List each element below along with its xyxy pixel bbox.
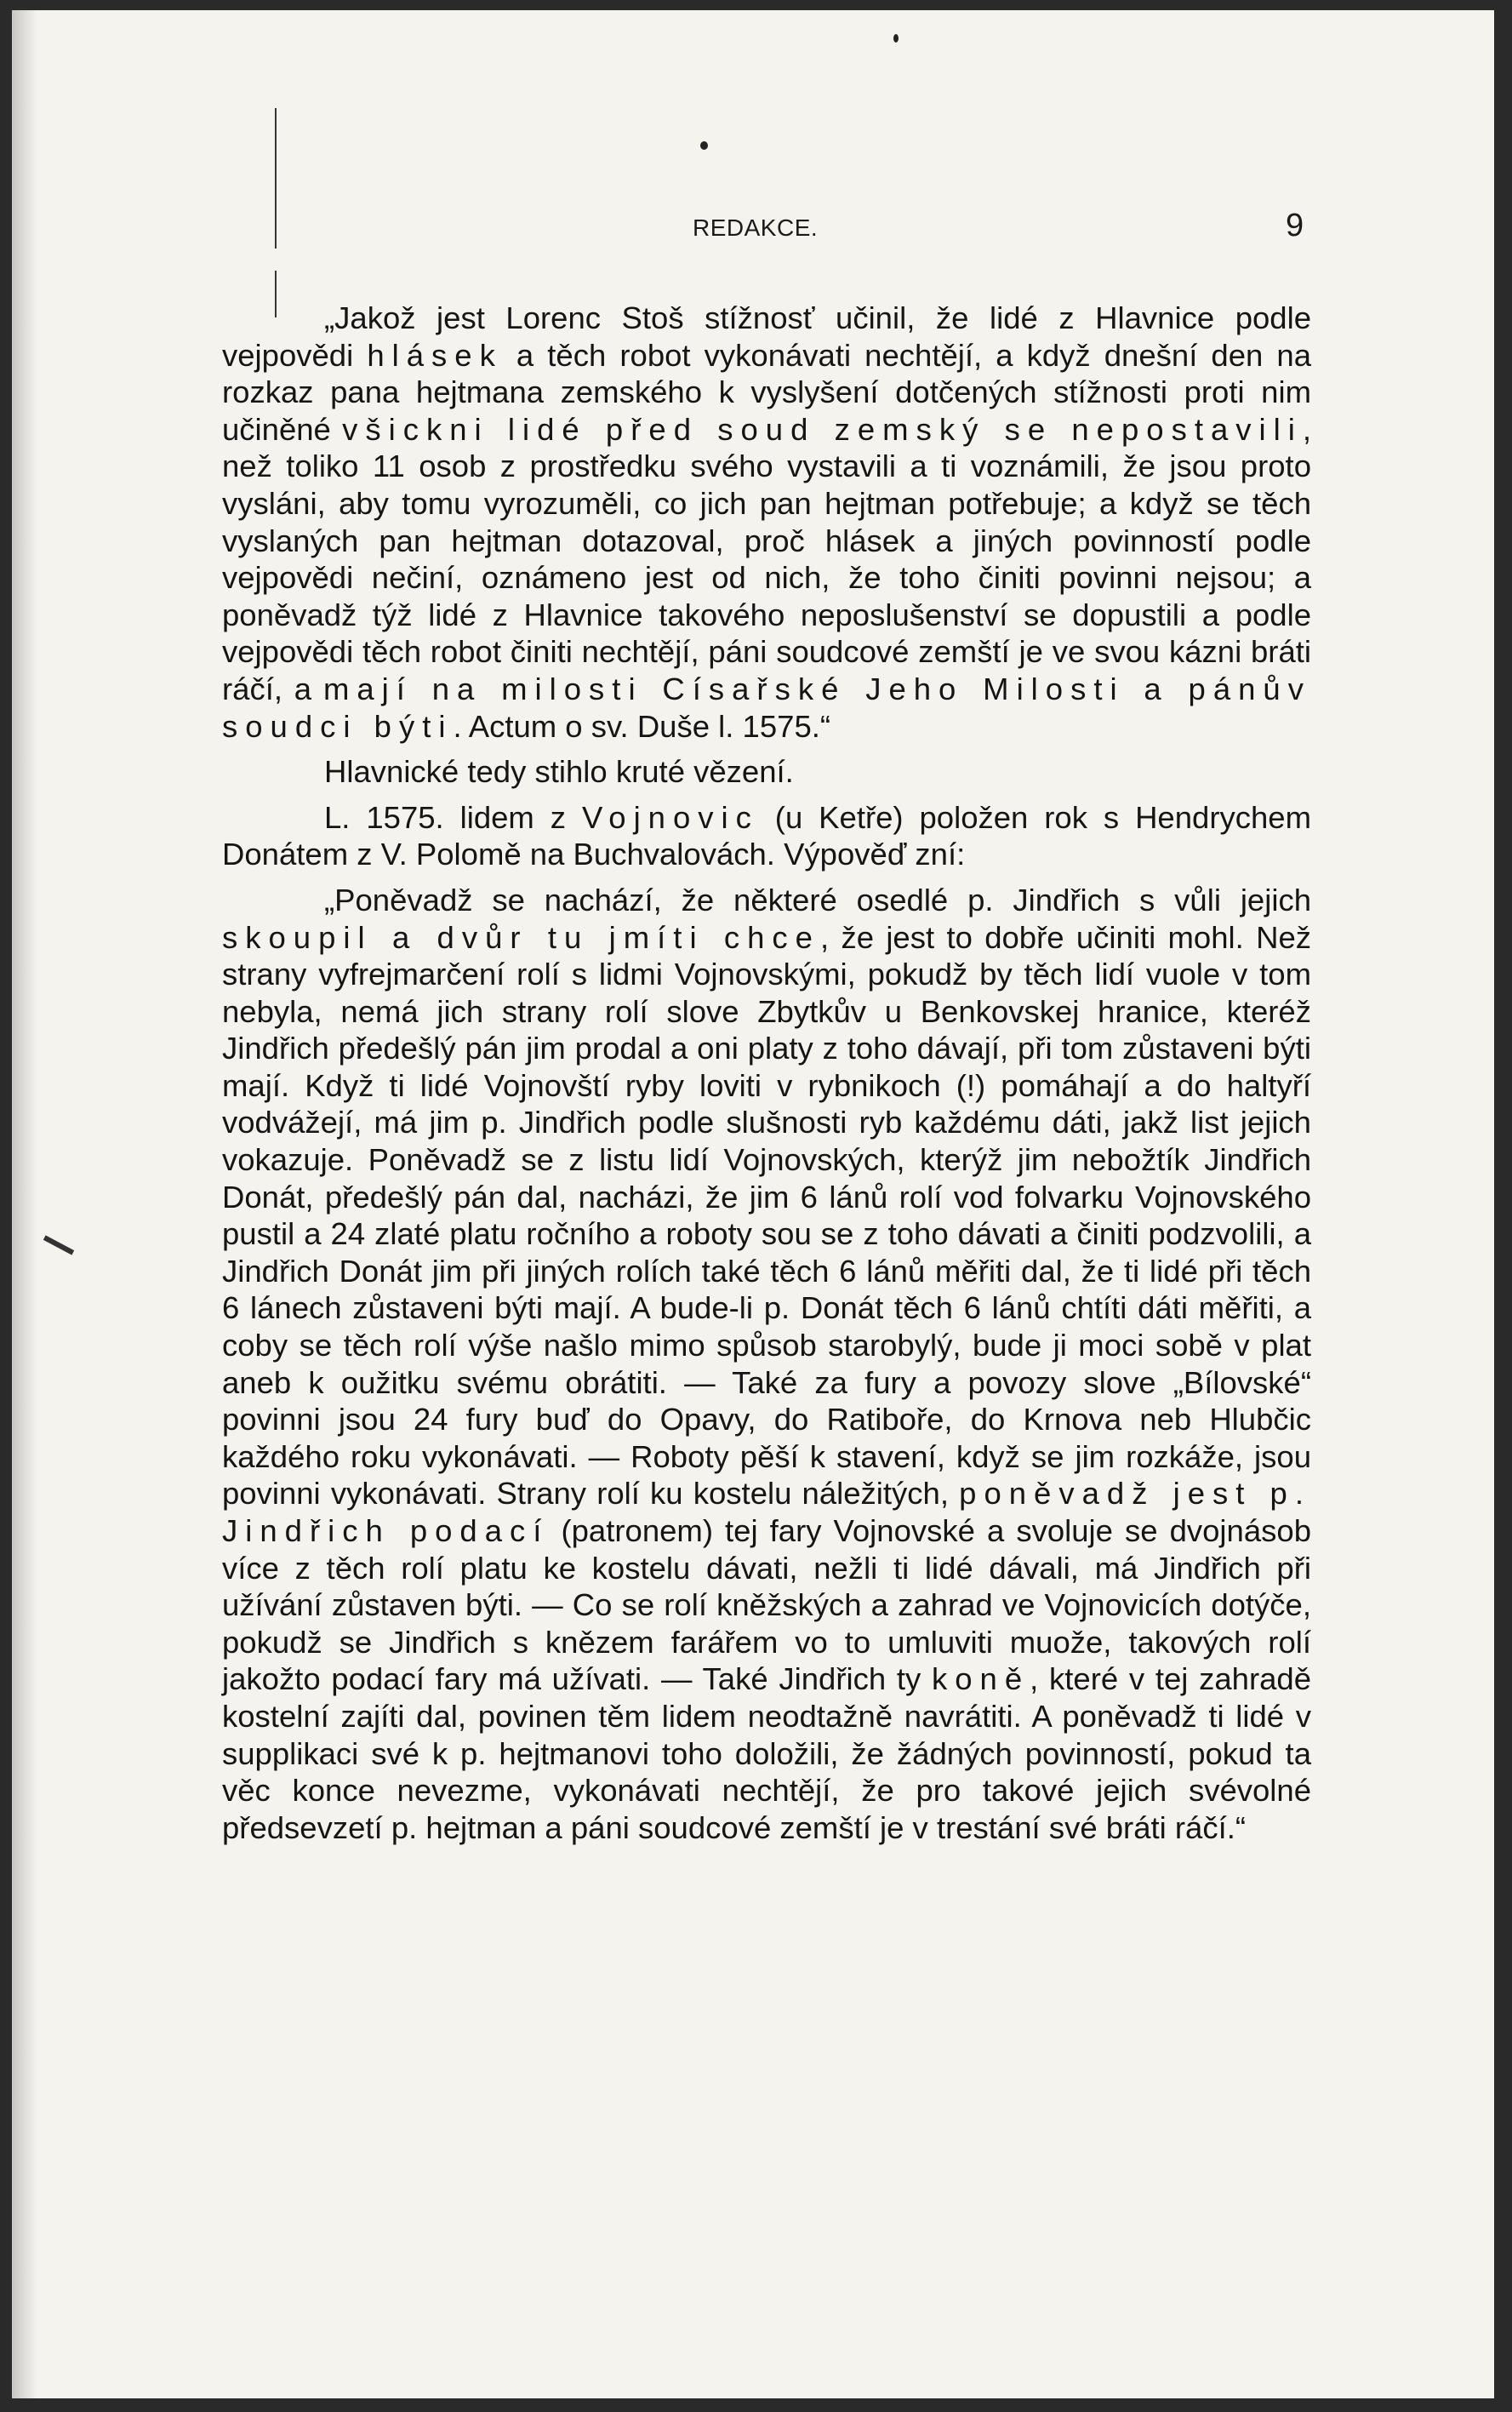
text-segment: , že jest to dobře učiniti mohl. Než strany vyfrejmarčení rolí s lidmi Vojnovskými, pokudž by těch lidí vuole v tom nebyla, nemá jich strany rolí slove Zbytkův u Benkovskej hranice, kteréž Jindřich předešlý pán jim prodal a oni platy z toho dávají, při tom zůstaveni býti mají. Když ti lidé Vojnovští ryby loviti v rybnikoch (!) pomáhají a do haltyří vodvážejí, má jim p. Jindřich podle slušnosti ryb každému dáti, jakž list jejich vokazuje. Poněvadž se z listu lidí Vojnovských, kterýž jim nebožtík Jindřich Donát, předešlý pán dal, nacházi, že jim 6 lánů rolí vod folvarku Vojnovského pustil a 24 zlaté platu ročního a roboty sou se z toho dávati a činiti podzvolili, a Jindřich Donát jim při jiných rolích také těch 6 lánů měřiti dal, že ti lidé při těch 6 lánech zůstaveni býti mají. A bude-li p. Donát těch 6 lánů chtíti dáti měřiti, a coby se těch rolí výše našlo mimo spůsob starobylý, bude ji moci sobě v plat aneb k oužitku svému obrátiti. — Také za fury a povozy slove „Bílovské“ povinni jsou 24 fury buď do Opavy, do Ratiboře, do Krnova neb Hlubčic každého roku vykonávati. — Roboty pěší k stavení, když se jim rozkáže, jsou povinni vykonávati. Strany rolí ku kostelu náležitých,: [222, 919, 1312, 1512]
text-segment: (u Ketře) položen rok s Hendrychem Donátem z V. Polomě na Buchvalovách. Výpověď zní:: [222, 799, 1311, 872]
text-segment: (patronem) tej fary Vojnovské a svoluje se dvojnásob více z těch rolí platu ke kostelu dávati, nežli ti lidé dávali, má Jindřich při užívání zůstaven býti. — Co se rolí kněžských a zahrad ve Vojnovicích dotýče, pokudž se Jindřich s knězem farářem vo to umluviti muože, takových rolí jakožto podací fary má užívati. — Také Jindřich ty: [222, 1513, 1311, 1697]
body-text: [222, 300, 1311, 1846]
paragraph: [222, 300, 1311, 745]
scan-speck: [893, 34, 899, 43]
spaced-text-segment: poněvadž jest p. Jindřich podací: [222, 1476, 1311, 1548]
text-segment: a těch robot vykonávati nechtějí, a když dnešní den na rozkaz pana hejtmana zemského k vyslyšení dotčených stížnosti proti nim učiněné: [222, 337, 1312, 447]
spaced-text-segment: všickni lidé před soud zemský se nepostavili: [342, 411, 1303, 447]
text-segment: L. 1575. lidem z: [324, 799, 582, 835]
paragraph: [222, 753, 1311, 791]
text-segment: „Poněvadž se nachází, že některé osedlé p. Jindřich s vůli jejich: [324, 882, 1311, 917]
spaced-text-segment: mají na milosti Císařské Jeho Milosti a pánův soudci býti: [222, 671, 1311, 744]
text-segment: , než toliko 11 osob z prostředku svého vystavili a ti voznámili, že jsou proto vysláni, aby tomu vyrozuměli, co jich pan hejtman potřebuje; a když se těch vyslaných pan hejtman dotazoval, proč hlásek a jiných povinností podle vejpovědi nečiní, oznámeno jest od nich, že toho činiti povinni nejsou; a poněvadž týž lidé z Hlavnice takového neposlušenství se dopustili a podle vejpovědi těch robot činiti nechtějí, páni soudcové zemští je ve svou kázni bráti ráčí, a: [222, 411, 1311, 706]
text-segment: „Jakož jest Lorenc Stoš stížnosť učinil, že lidé z Hlavnice podle vejpovědi: [222, 300, 1311, 373]
paragraph: [222, 799, 1311, 873]
book-page: [12, 10, 1494, 2398]
page-number: 9: [1286, 208, 1304, 243]
page-edge-shadow: [12, 10, 37, 2398]
paragraph: [222, 882, 1311, 1846]
spaced-text-segment: skoupil a dvůr tu jmíti chce: [222, 919, 820, 955]
spaced-text-segment: koně: [931, 1661, 1030, 1697]
running-head: REDAKCE.: [693, 214, 819, 241]
text-segment: Hlavnické tedy stihlo kruté vězení.: [324, 754, 794, 790]
text-segment: , které v tej zahradě kostelní zajíti dal, povinen těm lidem neodtažně navrátiti. A poněvadž ti lidé v supplikaci své k p. hejtmanovi toho doložili, že žádných povinností, pokud ta věc konce nevezme, vykonávati nechtějí, že pro takové jejich svévolné předsevzetí p. hejtman a páni soudcové zemští je v trestání své bráti ráčí.“: [222, 1661, 1311, 1845]
scan-speck: [700, 141, 708, 150]
spaced-text-segment: Vojnovic: [581, 799, 759, 835]
spaced-text-segment: hlásek: [367, 337, 503, 373]
page-header: [12, 208, 1494, 259]
scan-blemish: [43, 1235, 74, 1255]
text-segment: . Actum o sv. Duše l. 1575.“: [453, 708, 831, 744]
